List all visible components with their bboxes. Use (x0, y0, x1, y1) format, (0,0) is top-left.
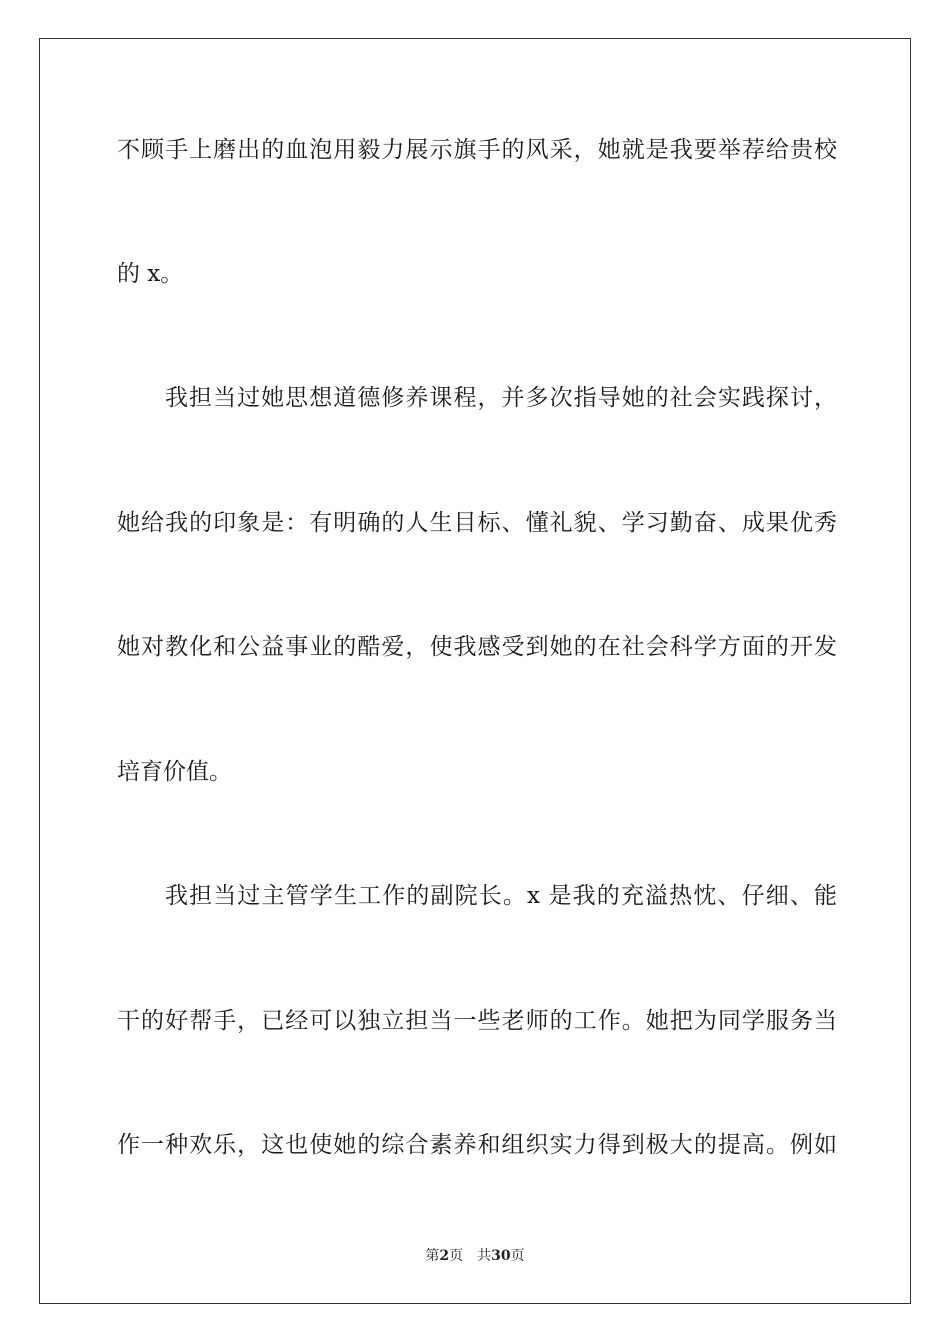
page-prefix: 第 (425, 1248, 440, 1264)
text-line-9: 作一种欢乐，这也使她的综合素养和组织实力得到极大的提高。例如 (117, 1132, 837, 1158)
total-pages: 30 (491, 1248, 511, 1264)
page-border (39, 38, 911, 1304)
page-suffix: 页 (449, 1248, 464, 1264)
page-footer (0, 1247, 950, 1265)
total-suffix: 页 (510, 1248, 525, 1264)
text-line-8: 干的好帮手，已经可以独立担当一些老师的工作。她把为同学服务当 (117, 1008, 837, 1034)
text-line-6: 培育价值。 (117, 759, 232, 785)
text-line-7: 我担当过主管学生工作的副院长。x 是我的充溢热忱、仔细、能 (165, 883, 837, 909)
total-prefix: 共 (477, 1248, 492, 1264)
page-number: 2 (439, 1248, 450, 1264)
text-line-5: 她对教化和公益事业的酷爱，使我感受到她的在社会科学方面的开发 (117, 634, 837, 660)
text-line-2: 的 x。 (117, 261, 184, 287)
text-line-1: 不顾手上磨出的血泡用毅力展示旗手的风采，她就是我要举荐给贵校 (117, 137, 837, 163)
text-line-4: 她给我的印象是：有明确的人生目标、懂礼貌、学习勤奋、成果优秀 (117, 510, 837, 536)
text-line-3: 我担当过她思想道德修养课程，并多次指导她的社会实践探讨， (165, 385, 837, 411)
